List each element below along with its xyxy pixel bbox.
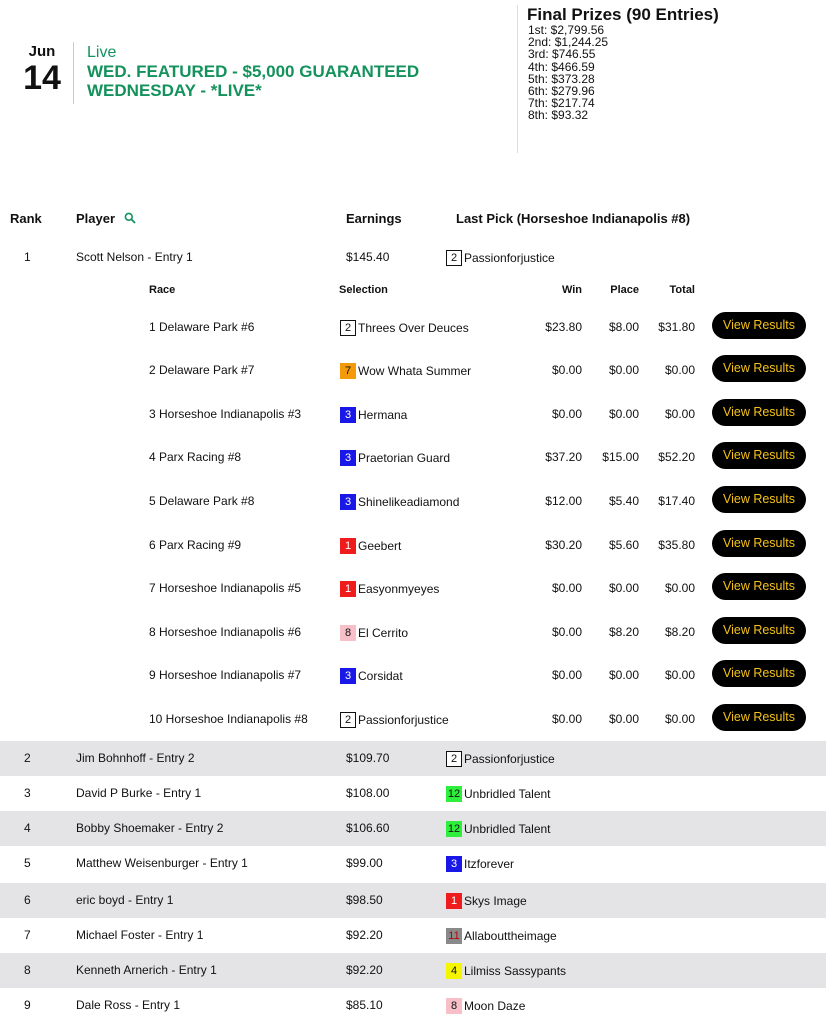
prize-item: 1st: $2,799.56 (528, 23, 605, 37)
place-header: Place (610, 284, 639, 296)
race-name: 10 Horseshoe Indianapolis #8 (149, 712, 308, 726)
event-title-line1: WED. FEATURED - $5,000 GUARANTEED (87, 62, 420, 81)
view-results-button[interactable]: View Results (712, 573, 806, 600)
standing-row[interactable] (0, 811, 826, 846)
total-value: $17.40 (658, 494, 695, 508)
saddlecloth-number: 3 (340, 668, 356, 684)
total-value: $35.80 (658, 538, 695, 552)
event-info (87, 44, 419, 100)
saddlecloth-number: 8 (340, 625, 356, 641)
earnings-value: $108.00 (346, 786, 390, 800)
saddlecloth-number: 11 (446, 928, 462, 944)
horse-name: Hermana (358, 407, 408, 422)
race-name: 5 Delaware Park #8 (149, 494, 255, 508)
race-row (0, 436, 826, 479)
horse-name: Threes Over Deuces (358, 320, 469, 335)
event-date (14, 44, 70, 96)
player-name: eric boyd - Entry 1 (76, 893, 174, 907)
search-icon[interactable] (124, 212, 136, 227)
earnings-value: $99.00 (346, 856, 383, 870)
rank-header: Rank (10, 211, 42, 226)
race-name: 9 Horseshoe Indianapolis #7 (149, 668, 302, 682)
total-value: $0.00 (664, 668, 695, 682)
saddlecloth-number: 3 (340, 407, 356, 423)
earnings-value: $92.20 (346, 963, 383, 977)
race-name: 2 Delaware Park #7 (149, 363, 255, 377)
rank-value: 1 (24, 250, 31, 264)
player-name: Jim Bohnhoff - Entry 2 (76, 751, 195, 765)
horse-name: Unbridled Talent (464, 821, 551, 836)
event-status: Live (87, 44, 117, 61)
saddlecloth-number: 3 (340, 494, 356, 510)
saddlecloth-number: 1 (446, 893, 462, 909)
view-results-button[interactable]: View Results (712, 617, 806, 644)
horse-name: Shinelikeadiamond (358, 494, 460, 509)
race-header: Race (149, 284, 176, 296)
last-pick (446, 811, 551, 846)
header-divider (73, 42, 74, 104)
rank-value: 6 (24, 893, 31, 907)
event-month: Jun (28, 43, 56, 60)
earnings-value: $92.20 (346, 928, 383, 942)
player-name: Dale Ross - Entry 1 (76, 998, 181, 1012)
rank-value: 7 (24, 928, 31, 942)
selection (340, 393, 407, 436)
view-results-button[interactable]: View Results (712, 660, 806, 687)
earnings-value: $98.50 (346, 893, 383, 907)
horse-name: Unbridled Talent (464, 786, 551, 801)
race-row (0, 524, 826, 567)
win-value: $0.00 (551, 407, 582, 421)
selection-header: Selection (339, 284, 388, 296)
selection (340, 306, 469, 349)
race-name: 3 Horseshoe Indianapolis #3 (149, 407, 302, 421)
saddlecloth-number: 12 (447, 822, 461, 835)
saddlecloth-number: 2 (340, 712, 356, 728)
view-results-button[interactable]: View Results (712, 312, 806, 339)
saddlecloth-number: 2 (340, 320, 356, 336)
prizes-list (520, 24, 826, 122)
win-value: $37.20 (545, 450, 582, 464)
standing-row-expanded[interactable] (0, 240, 826, 275)
place-value: $0.00 (608, 668, 639, 682)
win-header: Win (561, 284, 582, 296)
horse-name: Corsidat (358, 668, 403, 683)
horse-name: El Cerrito (358, 625, 409, 640)
place-value: $0.00 (608, 363, 639, 377)
prizes-title: Final Prizes (90 Entries) (527, 5, 719, 24)
rank-value: 3 (24, 786, 31, 800)
selection (340, 611, 408, 654)
last-pick (446, 918, 557, 953)
last-pick (446, 988, 525, 1023)
place-value: $0.00 (608, 712, 639, 726)
horse-name: Praetorian Guard (358, 450, 451, 465)
prize-item: 3rd: $746.55 (528, 47, 596, 62)
last-pick (446, 953, 566, 988)
last-pick-header: Last Pick (Horseshoe Indianapolis #8) (456, 211, 691, 226)
player-name: Scott Nelson - Entry 1 (76, 250, 193, 264)
race-name: 8 Horseshoe Indianapolis #6 (149, 625, 302, 639)
race-row (0, 480, 826, 523)
total-value: $8.20 (664, 625, 695, 639)
horse-name: Passionforjustice (464, 751, 555, 766)
standing-row[interactable] (0, 846, 826, 881)
total-value: $0.00 (664, 407, 695, 421)
win-value: $0.00 (551, 668, 582, 682)
prize-item: 7th: $217.74 (528, 96, 595, 111)
view-results-button[interactable]: View Results (712, 399, 806, 426)
player-name: Michael Foster - Entry 1 (76, 928, 204, 942)
race-row (0, 393, 826, 436)
saddlecloth-number: 1 (340, 538, 356, 554)
race-row (0, 306, 826, 349)
horse-name: Itzforever (464, 856, 515, 871)
total-value: $52.20 (658, 450, 695, 464)
event-day: 14 (23, 59, 61, 97)
prize-item: 8th: $93.32 (528, 108, 589, 123)
win-value: $23.80 (545, 320, 582, 334)
horse-name: Moon Daze (464, 998, 526, 1013)
prize-item: 4th: $466.59 (528, 59, 595, 74)
horse-name: Geebert (358, 538, 402, 553)
last-pick (446, 240, 555, 275)
player-name: Bobby Shoemaker - Entry 2 (76, 821, 224, 835)
horse-name: Easyonmyeyes (358, 581, 440, 596)
rank-value: 8 (24, 963, 31, 977)
race-row (0, 654, 826, 697)
race-row (0, 698, 826, 741)
earnings-value: $109.70 (346, 751, 390, 765)
race-row (0, 611, 826, 654)
win-value: $30.20 (545, 538, 582, 552)
place-value: $5.40 (608, 494, 639, 508)
standing-row[interactable] (0, 776, 826, 811)
rank-value: 2 (24, 751, 31, 765)
standing-row[interactable] (0, 918, 826, 953)
win-value: $12.00 (545, 494, 582, 508)
saddlecloth-number: 8 (446, 998, 462, 1014)
place-value: $0.00 (608, 407, 639, 421)
prizes-divider (517, 5, 518, 153)
last-pick (446, 776, 551, 811)
win-value: $0.00 (551, 363, 582, 377)
place-value: $8.20 (608, 625, 639, 639)
race-name: 4 Parx Racing #8 (149, 450, 242, 464)
standing-row[interactable] (0, 953, 826, 988)
standing-row[interactable] (0, 741, 826, 776)
place-value: $5.60 (608, 538, 639, 552)
earnings-value: $145.40 (346, 250, 390, 264)
place-value: $15.00 (602, 450, 639, 464)
selection (340, 480, 459, 523)
horse-name: Allabouttheimage (464, 928, 557, 943)
total-header: Total (669, 284, 695, 296)
total-value: $0.00 (664, 712, 695, 726)
saddlecloth-number: 1 (340, 581, 356, 597)
prize-item: 6th: $279.96 (528, 84, 595, 99)
last-pick (446, 741, 555, 776)
win-value: $0.00 (551, 712, 582, 726)
horse-name: Skys Image (464, 893, 527, 908)
last-pick (446, 883, 527, 918)
place-value: $8.00 (608, 320, 639, 334)
rank-value: 5 (24, 856, 31, 870)
earnings-header: Earnings (346, 211, 402, 226)
place-value: $0.00 (608, 581, 639, 595)
view-results-button[interactable]: View Results (712, 442, 806, 469)
horse-name: Passionforjustice (464, 250, 555, 265)
saddlecloth-number: 12 (447, 787, 461, 800)
win-value: $0.00 (551, 625, 582, 639)
total-value: $0.00 (664, 363, 695, 377)
view-results-button[interactable]: View Results (712, 530, 806, 557)
race-row (0, 567, 826, 610)
player-header (76, 211, 136, 227)
horse-name: Lilmiss Sassypants (464, 963, 567, 978)
total-value: $0.00 (664, 581, 695, 595)
view-results-button[interactable]: View Results (712, 355, 806, 382)
selection (340, 567, 439, 610)
saddlecloth-number: 2 (446, 751, 462, 767)
race-name: 6 Parx Racing #9 (149, 538, 242, 552)
rank-value: 9 (24, 998, 31, 1012)
prize-item: 5th: $373.28 (528, 71, 595, 86)
selection (340, 524, 401, 567)
final-prizes (520, 5, 826, 122)
view-results-button[interactable]: View Results (712, 704, 806, 731)
saddlecloth-number: 4 (446, 963, 462, 979)
win-value: $0.00 (551, 581, 582, 595)
player-name: Matthew Weisenburger - Entry 1 (76, 856, 248, 870)
race-name: 1 Delaware Park #6 (149, 320, 255, 334)
saddlecloth-number: 2 (446, 250, 462, 266)
standing-row[interactable] (0, 883, 826, 918)
earnings-value: $85.10 (346, 998, 383, 1012)
rank-value: 4 (24, 821, 31, 835)
horse-name: Wow Whata Summer (358, 363, 472, 378)
selection (340, 698, 449, 741)
earnings-value: $106.60 (346, 821, 390, 835)
horse-name: Passionforjustice (358, 712, 449, 727)
player-header-label: Player (76, 211, 116, 226)
event-title-line2: WEDNESDAY - *LIVE* (87, 81, 262, 100)
saddlecloth-number: 3 (340, 450, 356, 466)
race-row (0, 349, 826, 392)
player-name: Kenneth Arnerich - Entry 1 (76, 963, 217, 977)
last-pick (446, 846, 514, 881)
race-name: 7 Horseshoe Indianapolis #5 (149, 581, 302, 595)
selection (340, 654, 403, 697)
player-name: David P Burke - Entry 1 (76, 786, 202, 800)
saddlecloth-number: 7 (340, 363, 356, 379)
selection (340, 436, 450, 479)
selection (340, 349, 471, 392)
standing-row[interactable] (0, 988, 826, 1023)
prize-item: 2nd: $1,244.25 (528, 35, 609, 50)
saddlecloth-number: 3 (446, 856, 462, 872)
total-value: $31.80 (658, 320, 695, 334)
view-results-button[interactable]: View Results (712, 486, 806, 513)
